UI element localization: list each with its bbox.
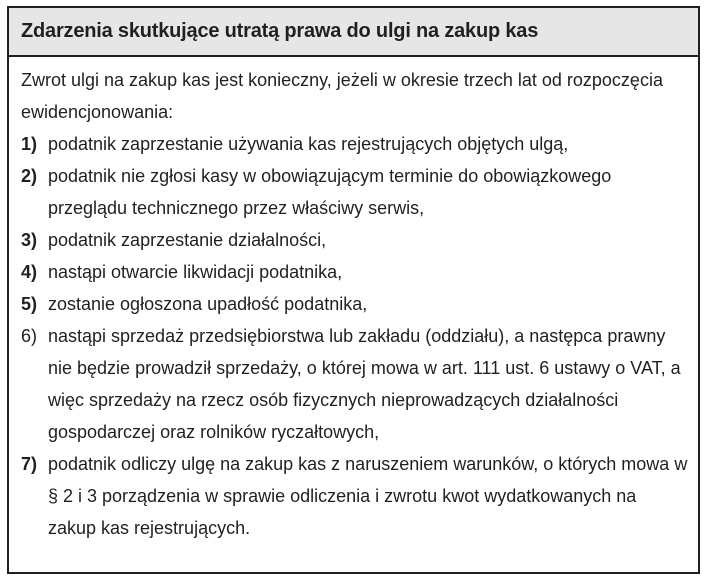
info-box-header — [9, 8, 698, 57]
list-item — [21, 160, 688, 224]
list-item-number: 7) — [21, 454, 38, 474]
list-item-text: podatnik zaprzestanie używania kas rejestrujących objętych ulgą, — [48, 134, 569, 154]
info-box-body — [9, 57, 698, 544]
list-item — [21, 128, 688, 160]
list-item — [21, 288, 688, 320]
list-item — [21, 224, 688, 256]
list-item — [21, 320, 688, 448]
list-item-text: podatnik zaprzestanie działalności, — [48, 230, 327, 250]
list-item-text: nastąpi sprzedaż przedsiębiorstwa lub zakładu (oddziału), a następca prawny nie będzie prowadził sprzedaży, o której mowa w art. 111 ust. 6 ustawy o VAT, a więc sprzedaży na rzecz osób fizycznych nieprowadzących działalności gospodarczej oraz rolników ryczałtowych, — [48, 326, 681, 442]
list-item — [21, 448, 688, 544]
conditions-list — [21, 128, 688, 544]
list-item-number: 4) — [21, 262, 38, 282]
list-item-text: podatnik nie zgłosi kasy w obowiązującym terminie do obowiązkowego przeglądu technicznego przez właściwy serwis, — [48, 166, 612, 218]
list-item-number: 6) — [21, 326, 38, 346]
list-item-text: zostanie ogłoszona upadłość podatnika, — [48, 294, 368, 314]
list-item-text: podatnik odliczy ulgę na zakup kas z naruszeniem warunków, o których mowa w § 2 i 3 porządzenia w sprawie odliczenia i zwrotu kwot wydatkowanych na zakup kas rejestrujących. — [48, 454, 688, 538]
list-item-number: 5) — [21, 294, 38, 314]
list-item-number: 3) — [21, 230, 38, 250]
info-box — [7, 6, 700, 574]
intro-paragraph: Zwrot ulgi na zakup kas jest konieczny, jeżeli w okresie trzech lat od rozpoczęcia ewidencjonowania: — [21, 70, 663, 122]
list-item-number: 1) — [21, 134, 38, 154]
info-box-title: Zdarzenia skutkujące utratą prawa do ulgi na zakup kas — [21, 20, 539, 42]
list-item-number: 2) — [21, 166, 38, 186]
list-item-text: nastąpi otwarcie likwidacji podatnika, — [48, 262, 343, 282]
list-item — [21, 256, 688, 288]
